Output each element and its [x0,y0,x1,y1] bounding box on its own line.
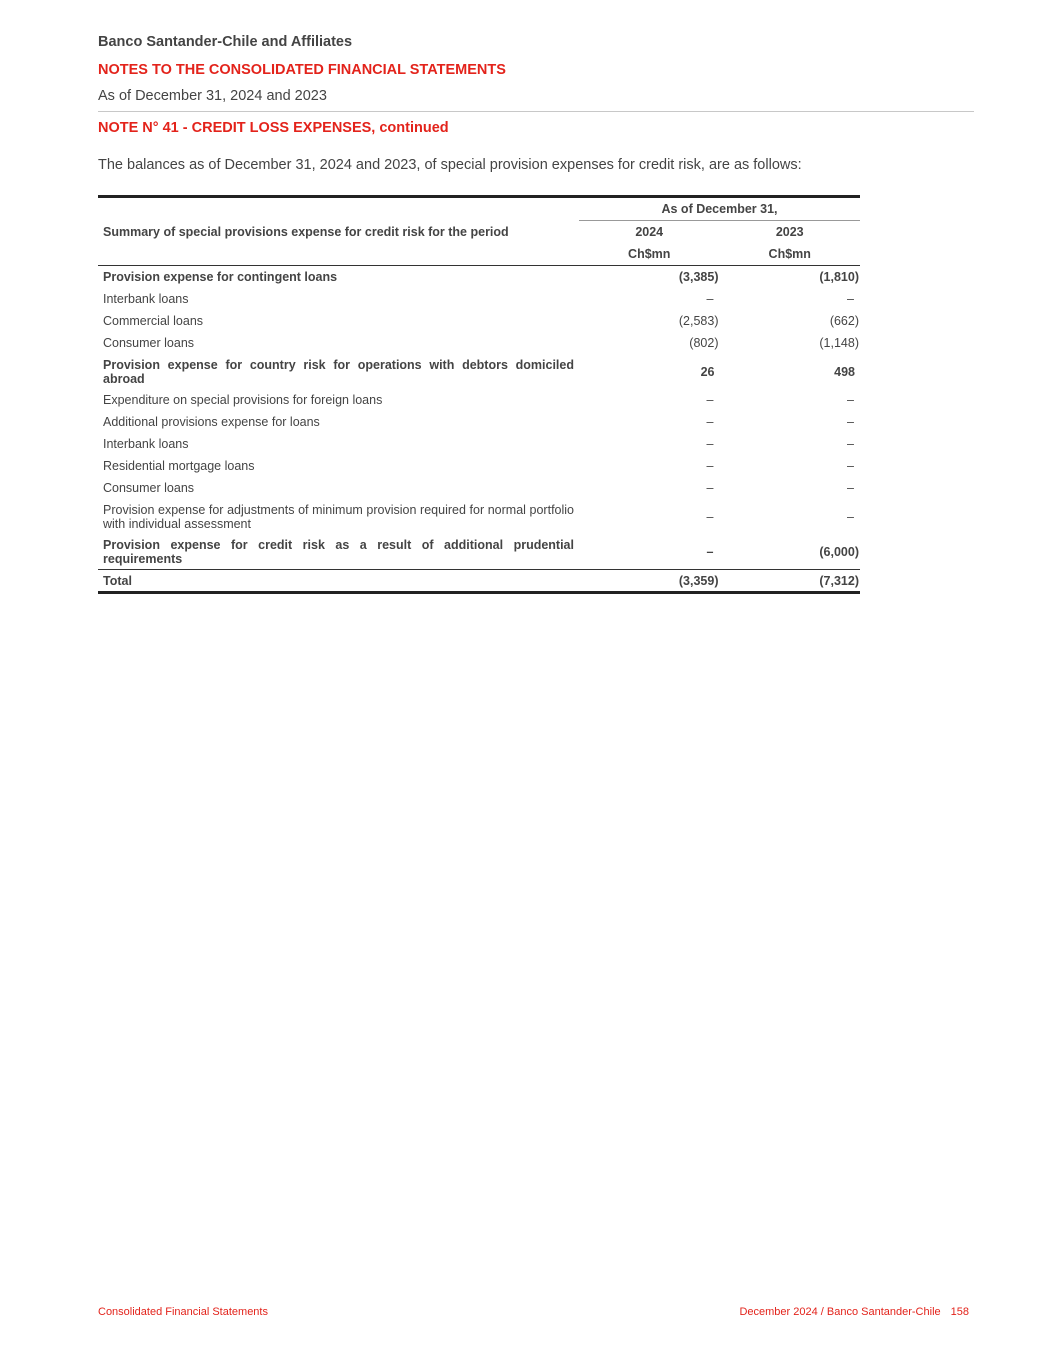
company-name: Banco Santander-Chile and Affiliates [98,34,353,50]
table-row [98,499,860,534]
row-label: Residential mortgage loans [103,459,255,473]
value-2023: – [847,292,854,306]
as-of-date: As of December 31, 2024 and 2023 [98,88,327,104]
year-header-2024: 2024 [635,225,664,239]
value-2023: (6,000) [819,544,859,559]
row-label: Expenditure on special provisions for foreign loans [103,393,383,407]
value-2023: (662) [829,314,859,328]
value-2023: 498 [834,364,855,379]
value-2023: – [847,481,854,495]
value-2023: (1,148) [819,336,859,350]
value-2024: – [706,393,714,407]
row-label: Provision expense for credit risk as a result of additional prudential requirements [103,537,574,566]
unit-header-2023: Ch$mn [719,243,860,266]
value-2024: (3,385) [678,270,719,284]
year-header-2023: 2023 [775,225,804,239]
total-2023: (7,312) [719,570,860,593]
note-title: NOTE N° 41 - CREDIT LOSS EXPENSES, continued [98,120,449,136]
row-label: Interbank loans [103,292,189,306]
row-label: Provision expense for adjustments of minimum provision required for normal portfolio with individual assessment [103,502,574,531]
value-2023: – [847,415,854,429]
table-row [98,455,860,477]
total-2024: (3,359) [579,570,719,593]
value-2024: – [706,459,714,473]
row-label: Commercial loans [103,314,204,328]
total-label: Total [98,570,579,593]
value-2023: – [847,437,854,451]
row-label: Additional provisions expense for loans [103,415,320,429]
value-2024: – [706,509,714,524]
footer-info [739,1306,969,1318]
table-row [98,310,860,332]
row-label: Consumer loans [103,336,195,350]
table-row [98,534,860,570]
table-row [98,266,860,289]
provisions-table [98,195,860,594]
row-label: Provision expense for contingent loans [103,270,338,284]
unit-header-2024: Ch$mn [579,243,719,266]
value-2024: – [706,544,714,559]
table-row [98,411,860,433]
row-label: Consumer loans [103,481,195,495]
value-2024: – [706,437,714,451]
value-2024: – [706,415,714,429]
value-2024: – [706,292,714,306]
value-2023: – [847,459,854,473]
header-divider [98,111,974,112]
row-label: Provision expense for country risk for operations with debtors domiciled abroad [103,357,574,386]
as-of-header: As of December 31, [579,197,860,221]
table-row [98,332,860,354]
table-row [98,477,860,499]
table-row [98,433,860,455]
intro-paragraph: The balances as of December 31, 2024 and 2023, of special provision expenses for credit risk, are as follows: [98,157,802,173]
value-2024: (2,583) [678,314,719,328]
table-label-header: Summary of special provisions expense for credit risk for the period [98,197,579,266]
table-row [98,389,860,411]
value-2023: (1,810) [819,270,859,284]
page-number: 158 [950,1306,969,1318]
value-2024: – [706,481,714,495]
value-2023: – [847,393,854,407]
table-row [98,288,860,310]
value-2023: – [847,509,854,524]
footer-document-title: Consolidated Financial Statements [98,1306,268,1318]
notes-title: NOTES TO THE CONSOLIDATED FINANCIAL STATEMENTS [98,62,506,78]
value-2024: (802) [689,336,719,350]
value-2024: 26 [700,364,715,379]
row-label: Interbank loans [103,437,189,451]
table-row [98,354,860,389]
total-row [98,570,860,593]
footer-period: December 2024 / Banco Santander-Chile [739,1306,941,1318]
